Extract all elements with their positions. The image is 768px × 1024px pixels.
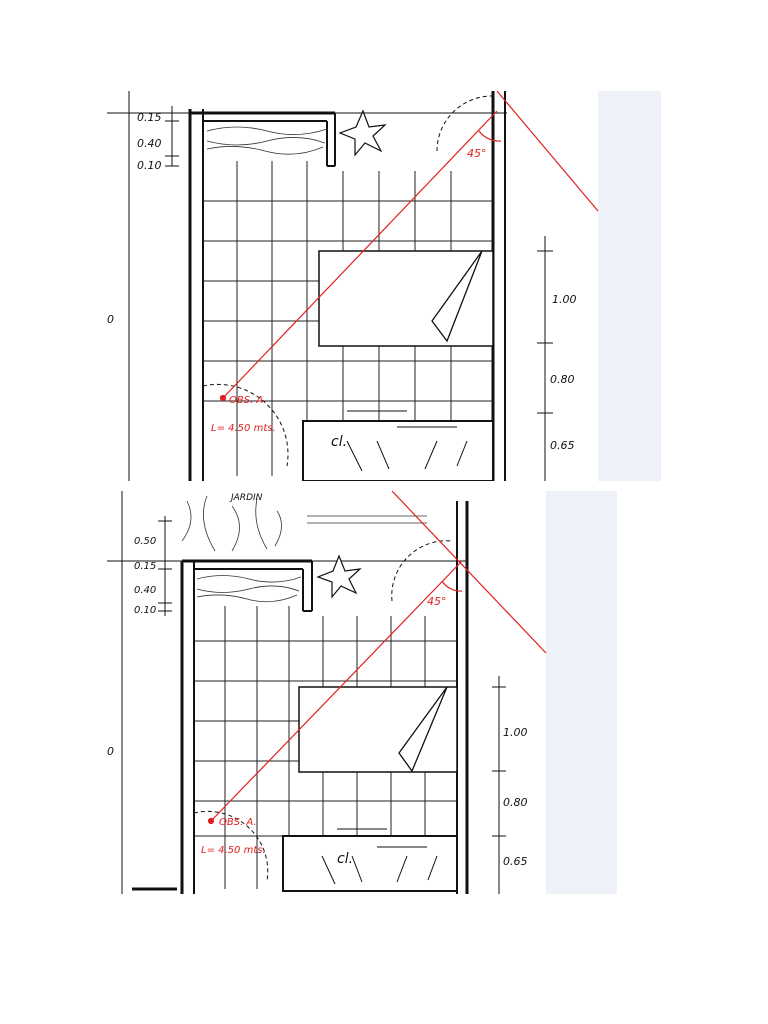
angle-label: 45° (427, 595, 447, 608)
dim-left-2: 0.40 (137, 137, 162, 150)
closet-label: cl. (331, 434, 348, 450)
floor-plan-scan-top (107, 91, 661, 481)
point-label: OBS. A. (229, 395, 267, 406)
dim-right-2: 0.80 (503, 796, 528, 809)
edge-label: 0 (107, 313, 114, 326)
dim-right-3: 0.65 (503, 855, 528, 868)
length-label: L= 4.50 mts. (201, 845, 266, 856)
floor-plan-drawing (107, 91, 661, 481)
closet-label: cl. (337, 851, 354, 867)
wardrobe (283, 829, 457, 891)
bed (319, 251, 493, 346)
bed (299, 687, 457, 772)
dim-right-1: 1.00 (552, 293, 577, 306)
dim-left-1: 0.50 (134, 536, 157, 547)
dim-right-2: 0.80 (550, 373, 575, 386)
dim-left-4: 0.10 (134, 605, 157, 616)
dim-left-2: 0.15 (134, 561, 157, 572)
dim-left-3: 0.40 (134, 585, 157, 596)
point-label: OBS. A. (219, 817, 257, 828)
length-label: L= 4.50 mts. (211, 423, 276, 434)
dim-left-3: 0.10 (137, 159, 162, 172)
dim-right-1: 1.00 (503, 726, 528, 739)
dim-right-3: 0.65 (550, 439, 575, 452)
edge-label: 0 (107, 745, 114, 758)
angle-label: 45° (467, 147, 487, 160)
floor-plan-drawing (107, 491, 617, 894)
dim-left-1: 0.15 (137, 111, 162, 124)
floor-plan-scan-bottom (107, 491, 617, 894)
garden-label: JARDIN (231, 493, 263, 503)
